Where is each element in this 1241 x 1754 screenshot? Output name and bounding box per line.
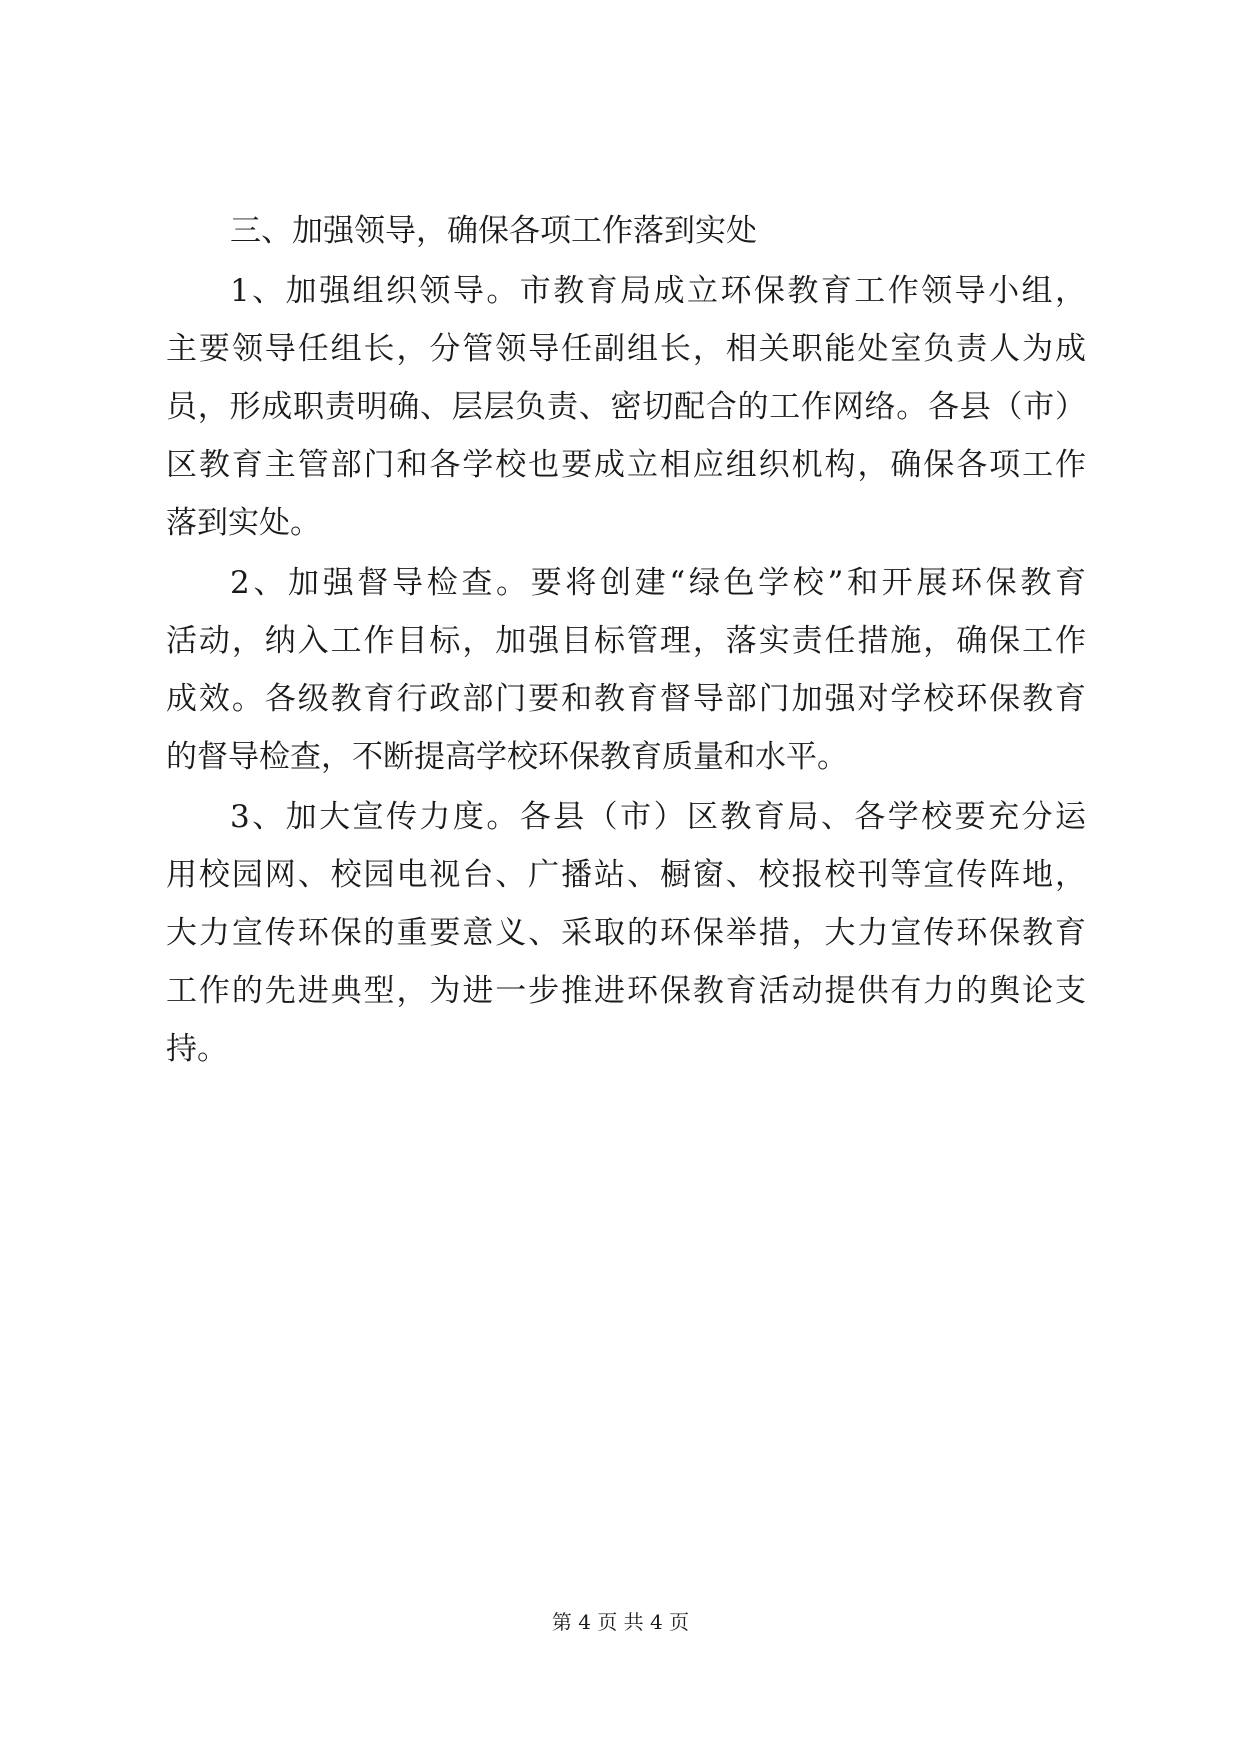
section-heading: 三、加强领导，确保各项工作落到实处 (230, 213, 757, 249)
paragraph-line: 2、加强督导检查。要将创建“绿色学校”和开展环保教育 (230, 565, 1086, 601)
paragraph-line: 用校园网、校园电视台、广播站、橱窗、校报校刊等宣传阵地， (166, 857, 1086, 893)
paragraph-line: 3、加大宣传力度。各县（市）区教育局、各学校要充分运 (230, 799, 1086, 835)
paragraph-line: 的督导检查，不断提高学校环保教育质量和水平。 (166, 739, 848, 775)
paragraph-line: 工作的先进典型，为进一步推进环保教育活动提供有力的舆论支 (166, 973, 1086, 1009)
paragraph-line: 活动，纳入工作目标，加强目标管理，落实责任措施，确保工作 (166, 623, 1086, 659)
paragraph-line: 落到实处。 (166, 505, 321, 541)
paragraph-line: 持。 (166, 1031, 228, 1067)
page-number-footer: 第 4 页 共 4 页 (551, 1610, 690, 1634)
paragraph-line: 员，形成职责明确、层层负责、密切配合的工作网络。各县（市） (166, 389, 1086, 425)
paragraph-line: 成效。各级教育行政部门要和教育督导部门加强对学校环保教育 (166, 681, 1086, 717)
paragraph-line: 大力宣传环保的重要意义、采取的环保举措，大力宣传环保教育 (166, 915, 1086, 951)
paragraph-line: 区教育主管部门和各学校也要成立相应组织机构，确保各项工作 (166, 447, 1086, 483)
paragraph-line: 1、加强组织领导。市教育局成立环保教育工作领导小组， (230, 273, 1086, 309)
paragraph-line: 主要领导任组长，分管领导任副组长，相关职能处室负责人为成 (166, 331, 1086, 367)
